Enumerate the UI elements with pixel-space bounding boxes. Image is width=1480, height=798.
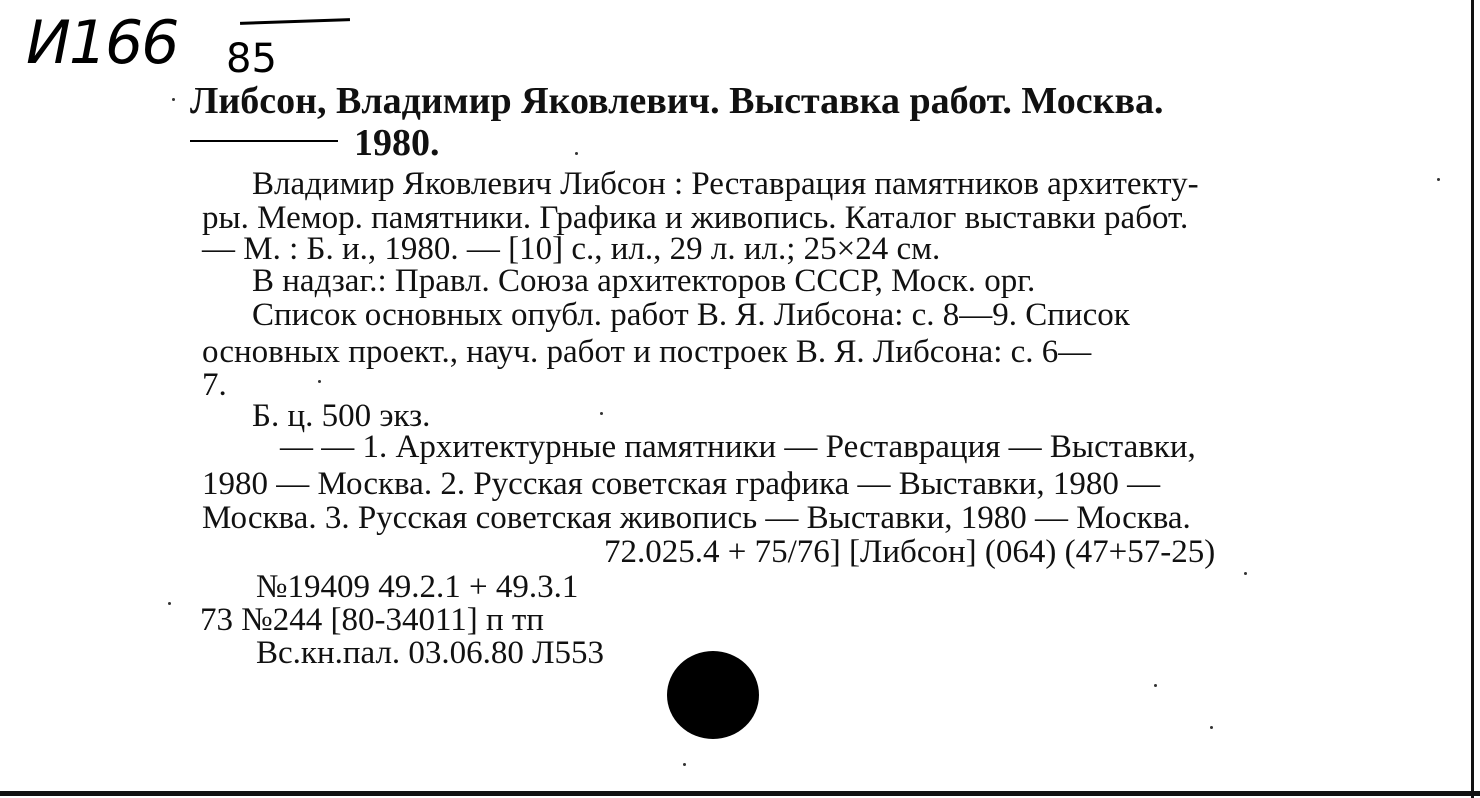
body-line: Б. ц. 500 экз. [252, 398, 431, 434]
handwritten-shelfmark: И166 [26, 8, 178, 78]
handwritten-shelfmark-number: 85 [226, 36, 277, 82]
shelfmark-overline [240, 18, 350, 25]
body-line: ры. Мемор. памятники. Графика и живопись. Каталог выставки работ. [202, 200, 1189, 236]
speck [172, 98, 175, 101]
speck [575, 152, 578, 155]
speck [168, 602, 171, 605]
classification-line: 72.025.4 + 75/76] [Либсон] (064) (47+57-25) [604, 534, 1216, 570]
body-line: Список основных опубл. работ В. Я. Либсона: с. 8—9. Список [252, 297, 1130, 333]
speck [1244, 572, 1247, 575]
speck [1154, 684, 1157, 687]
subject-line: 1980 — Москва. 2. Русская советская графика — Выставки, 1980 — [202, 466, 1161, 502]
body-line: Владимир Яковлевич Либсон : Реставрация памятников архитекту- [252, 166, 1199, 202]
body-line: В надзаг.: Правл. Союза архитекторов СССР, Моск. орг. [252, 263, 1036, 299]
punched-hole [667, 651, 759, 739]
footer-line: №19409 49.2.1 + 49.3.1 [256, 569, 579, 605]
subject-line: Москва. 3. Русская советская живопись — Выставки, 1980 — Москва. [202, 500, 1191, 536]
card-right-edge [1471, 0, 1474, 798]
speck [600, 412, 603, 415]
speck [1210, 726, 1213, 729]
heading-line-1: Либсон, Владимир Яковлевич. Выставка работ. Москва. [190, 80, 1164, 122]
body-line: 7. [202, 367, 227, 403]
speck [318, 380, 321, 383]
speck [683, 763, 686, 766]
speck [1437, 178, 1440, 181]
card-bottom-edge [0, 791, 1480, 796]
heading-dash [190, 140, 338, 142]
body-line: основных проект., науч. работ и построек В. Я. Либсона: с. 6— [202, 334, 1092, 370]
body-line: — М. : Б. и., 1980. — [10] с., ил., 29 л. ил.; 25×24 см. [202, 231, 941, 267]
heading-line-2: 1980. [354, 122, 440, 164]
subject-line: — — 1. Архитектурные памятники — Реставрация — Выставки, [280, 429, 1196, 465]
footer-line: 73 №244 [80-34011] п тп [200, 602, 544, 638]
footer-line: Вс.кн.пал. 03.06.80 Л553 [256, 635, 605, 671]
